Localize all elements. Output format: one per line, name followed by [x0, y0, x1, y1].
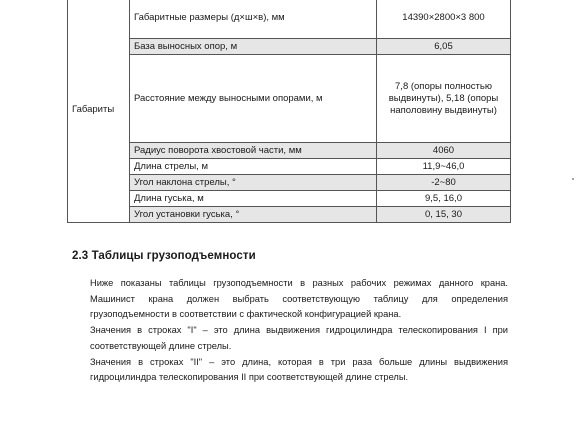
value-cell: -2~80: [377, 175, 511, 191]
value-cell: 0, 15, 30: [377, 207, 511, 223]
table-row: [68, 191, 511, 207]
table-row: [68, 0, 511, 39]
param-cell: Радиус поворота хвостовой части, мм: [130, 143, 377, 159]
table-row: [68, 39, 511, 55]
table-row: [68, 143, 511, 159]
paragraph: Ниже показаны таблицы грузоподъемности в разных рабочих режимах данного крана. Машинист крана должен выбрать соответствующую таблицу для определения грузоподъемности в соответствии с фактической конфигурацией крана.: [90, 278, 508, 320]
value-cell: 14390×2800×3 800: [377, 0, 511, 39]
value-cell: 7,8 (опоры полностью выдвинуты), 5,18 (опоры наполовину выдвинуты): [377, 55, 511, 143]
table-row: [68, 159, 511, 175]
value-cell: 6,05: [377, 39, 511, 55]
value-cell: 9,5, 16,0: [377, 191, 511, 207]
value-cell: 11,9~46,0: [377, 159, 511, 175]
table-row: [68, 175, 511, 191]
param-cell: Длина стрелы, м: [130, 159, 377, 175]
param-cell: Длина гуська, м: [130, 191, 377, 207]
param-cell: Угол установки гуська, °: [130, 207, 377, 223]
scan-speck: [572, 178, 574, 180]
param-cell: Расстояние между выносными опорами, м: [130, 55, 377, 143]
param-cell: База выносных опор, м: [130, 39, 377, 55]
value-cell: 4060: [377, 143, 511, 159]
table-row: [68, 207, 511, 223]
paragraph: Значения в строках "I" – это длина выдвижения гидроцилиндра телескопирования I при соответствующей длине стрелы.: [90, 325, 508, 351]
section-heading: 2.3 Таблицы грузоподъемности: [72, 250, 256, 262]
table-row: [68, 55, 511, 143]
group-label: Габариты: [68, 0, 130, 223]
section-body: [90, 276, 508, 386]
param-cell: Габаритные размеры (д×ш×в), мм: [130, 0, 377, 39]
param-cell: Угол наклона стрелы, °: [130, 175, 377, 191]
dimensions-table: [67, 0, 511, 223]
paragraph: Значения в строках "II" – это длина, которая в три раза больше длины выдвижения гидроцилиндра телескопирования II при соответствующей длине стрелы.: [90, 356, 508, 383]
